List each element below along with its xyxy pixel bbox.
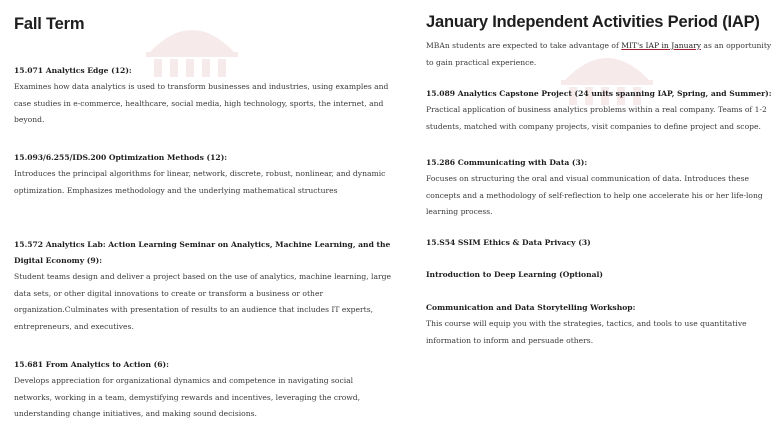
course-description: Examines how data analytics is used to transform businesses and industries, using examples and case studies in e-commerce, healthcare, social media, high technology, sports, the internet, and beyond. <box>14 82 389 125</box>
course-title: 15.572 Analytics Lab: Action Learning Seminar on Analytics, Machine Learning, and the Digital Economy (9): <box>14 240 391 266</box>
course-item <box>14 63 392 129</box>
course-item <box>426 86 778 135</box>
course-item <box>14 237 392 335</box>
course-item <box>426 155 778 221</box>
course-title: 15.093/6.255/IDS.200 Optimization Methods (12): <box>14 153 228 162</box>
course-description: Practical application of business analytics problems within a real company. Teams of 1-2 students, matched with company projects, visit companies to define project and scope. <box>426 105 767 131</box>
course-item <box>14 357 392 423</box>
course-item <box>426 300 778 349</box>
course-title: Communication and Data Storytelling Workshop: <box>426 303 636 312</box>
course-title: 15.681 From Analytics to Action (6): <box>14 360 169 369</box>
course-description: Student teams design and deliver a project based on the use of analytics, machine learning, large data sets, or other digital innovations to create or transform a business or other organization.Culminates with presentation of results to an audience that includes IT experts, entrepreneurs, and executives. <box>14 272 392 331</box>
iap-intro <box>426 38 778 71</box>
course-title: 15.S54 SSIM Ethics & Data Privacy (3) <box>426 238 591 247</box>
iap-heading: January Independent Activities Period (IAP) <box>426 13 760 31</box>
course-description: Focuses on structuring the oral and visual communication of data. Introduces these concepts and a methodology of self-reflection to help one accelerate his or her life-long learning process. <box>426 174 763 217</box>
course-item <box>14 150 392 199</box>
course-item <box>426 235 778 251</box>
course-description: This course will equip you with the strategies, tactics, and tools to use quantitative information to inform and persuade others. <box>426 319 747 345</box>
intro-text: as an opportunity to gain practical experience. <box>426 41 772 67</box>
course-title: 15.071 Analytics Edge (12): <box>14 66 132 75</box>
fall-term-heading: Fall Term <box>14 15 85 33</box>
course-title: 15.286 Communicating with Data (3): <box>426 158 588 167</box>
course-description: Introduces the principal algorithms for linear, network, discrete, robust, nonlinear, and dynamic optimization. Emphasizes methodology and the underlying mathematical structures <box>14 169 386 195</box>
course-title: 15.089 Analytics Capstone Project (24 units spanning IAP, Spring, and Summer): <box>426 89 772 98</box>
course-item <box>426 267 778 283</box>
mit-iap-link[interactable]: MIT's IAP in January <box>621 41 702 50</box>
course-description: Develops appreciation for organizational dynamics and competence in navigating social networks, working in a team, demystifying rewards and incentives, leveraging the crowd, understanding change initiatives, and making sound decisions. <box>14 376 361 419</box>
course-title: Introduction to Deep Learning (Optional) <box>426 270 604 279</box>
intro-text: MBAn students are expected to take advantage of <box>426 41 622 50</box>
